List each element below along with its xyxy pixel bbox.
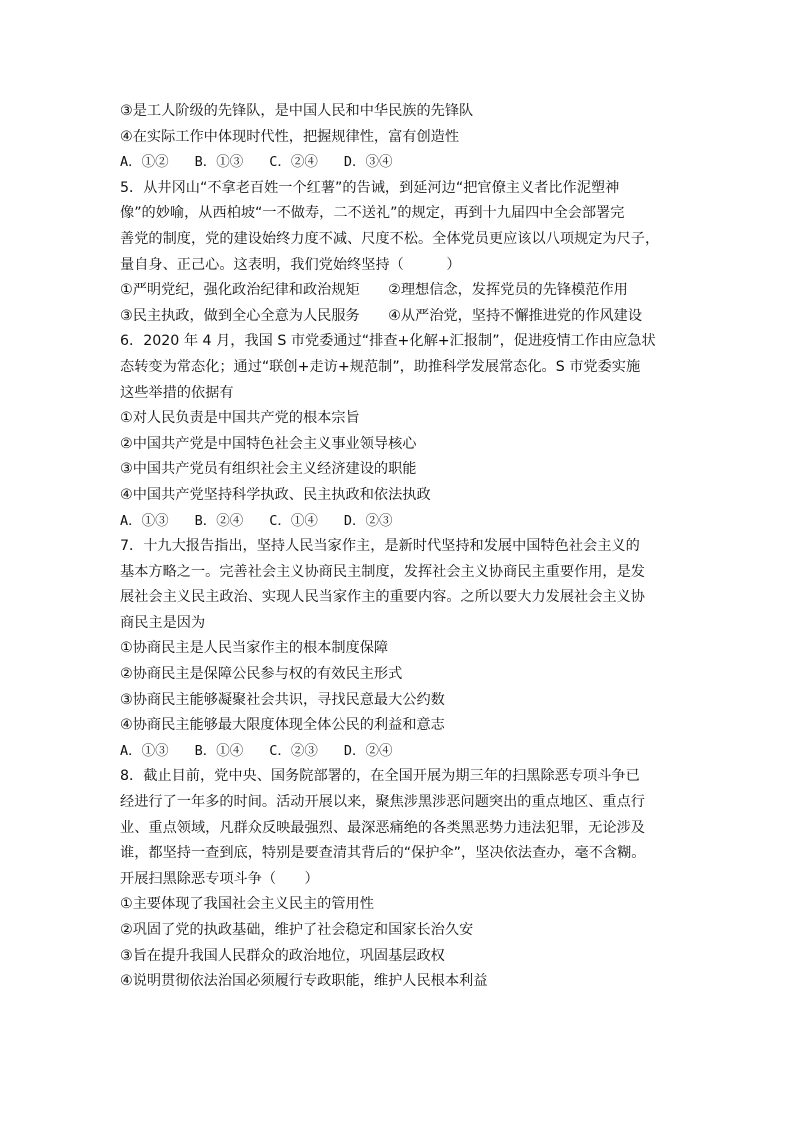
q4-statement-3: ③是工人阶级的先锋队，是中国人民和中华民族的先锋队	[120, 103, 474, 119]
q8-statement-1: ①主要体现了我国社会主义民主的管用性	[120, 896, 374, 913]
q8-statement-4: ④说明贯彻依法治国必须履行专政职能，维护人民根本利益	[120, 973, 488, 990]
option-a: A．①③	[120, 512, 169, 529]
option-b: B．①④	[194, 742, 244, 759]
q6-options	[120, 509, 690, 535]
exam-page	[120, 99, 690, 995]
option-d: D．③④	[343, 154, 393, 171]
q8-stem: 开展扫黑除恶专项斗争（ ）	[120, 870, 319, 887]
option-c: C．②④	[269, 154, 318, 171]
q7-stem: 基本方略之一。完善社会主义协商民主制度，发挥社会主义协商民主重要作用，是发	[120, 563, 645, 580]
option-b: B．②④	[194, 512, 244, 529]
q5-stem: 量自身、正己心。这表明，我们党始终坚持（ ）	[120, 256, 461, 273]
q8-stem: 谁，都坚持一查到底，特别是要查清其背后的“保护伞”，坚决依法查办，毫不含糊。	[120, 845, 646, 862]
q5-stem: 善党的制度，党的建设始终力度不减、尺度不松。全体党员更应该以八项规定为尺子，	[120, 230, 660, 247]
q6-statement-2: ②中国共产党是中国特色社会主义事业领导核心	[120, 435, 417, 452]
q4-statement-4: ④在实际工作中体现时代性，把握规律性，富有创造性	[120, 128, 460, 145]
q5-stem: 5．从井冈山“不拿老百姓一个红薯”的告诫，到延河边“把官僚主义者比作泥塑神	[120, 179, 620, 196]
q5-stem: 像”的妙喻，从西柏坡“一不做寿，二不送礼”的规定，再到十九届四中全会部署完	[120, 205, 625, 222]
q4-options	[120, 150, 690, 176]
q5-statements-1-2: ①严明党纪，强化政治纪律和政治规矩 ②理想信念，发挥党员的先锋模范作用	[120, 282, 628, 299]
option-c: C．①④	[269, 512, 318, 529]
q6-statement-3: ③中国共产党员有组织社会主义经济建设的职能	[120, 461, 417, 478]
q7-statement-2: ②协商民主是保障公民参与权的有效民主形式	[120, 666, 403, 683]
q5-statements-3-4: ③民主执政，做到全心全意为人民服务 ④从严治党，坚持不懈推进党的作风建设	[120, 307, 643, 324]
q6-stem: 6．2020 年 4 月，我国 S 市党委通过“排查+化解+汇报制”，促进疫情工作由应急状	[120, 333, 656, 350]
q6-statement-4: ④中国共产党坚持科学执政、民主执政和依法执政	[120, 486, 431, 503]
q7-stem: 展社会主义民主政治、实现人民当家作主的重要内容。之所以要大力发展社会主义协	[120, 589, 645, 606]
q8-stem: 业、重点领域，凡群众反映最强烈、最深恶痛绝的各类黑恶势力违法犯罪，无论涉及	[120, 819, 645, 836]
option-d: D．②④	[343, 742, 393, 759]
option-a: A．①②	[120, 154, 169, 171]
q8-stem: 8．截止目前，党中央、国务院部署的，在全国开展为期三年的扫黑除恶专项斗争已	[120, 768, 640, 785]
q7-statement-3: ③协商民主能够凝聚社会共识，寻找民意最大公约数	[120, 691, 445, 708]
q7-stem: 7．十九大报告指出，坚持人民当家作主，是新时代坚持和发展中国特色社会主义的	[120, 538, 640, 555]
option-b: B．①③	[194, 154, 244, 171]
q6-statement-1: ①对人民负责是中国共产党的根本宗旨	[120, 410, 360, 427]
q8-statement-2: ②巩固了党的执政基础，维护了社会稳定和国家长治久安	[120, 922, 474, 938]
q7-statement-1: ①协商民主是人民当家作主的根本制度保障	[120, 640, 389, 657]
option-d: D．②③	[343, 512, 393, 529]
option-c: C．②③	[269, 742, 318, 759]
option-a: A．①③	[120, 742, 169, 759]
q6-stem: 态转变为常态化；通过“联创+走访+规范制”，助推科学发展常态化。S 市党委实施	[120, 358, 641, 375]
q7-stem: 商民主是因为	[120, 614, 206, 631]
q7-options	[120, 739, 690, 765]
q6-stem: 这些举措的依据有	[120, 384, 234, 401]
q8-stem: 经进行了一年多的时间。活动开展以来，聚焦涉黑涉恶问题突出的重点地区、重点行	[120, 794, 645, 811]
q8-statement-3: ③旨在提升我国人民群众的政治地位，巩固基层政权	[120, 947, 445, 964]
q7-statement-4: ④协商民主能够最大限度体现全体公民的利益和意志	[120, 717, 445, 734]
